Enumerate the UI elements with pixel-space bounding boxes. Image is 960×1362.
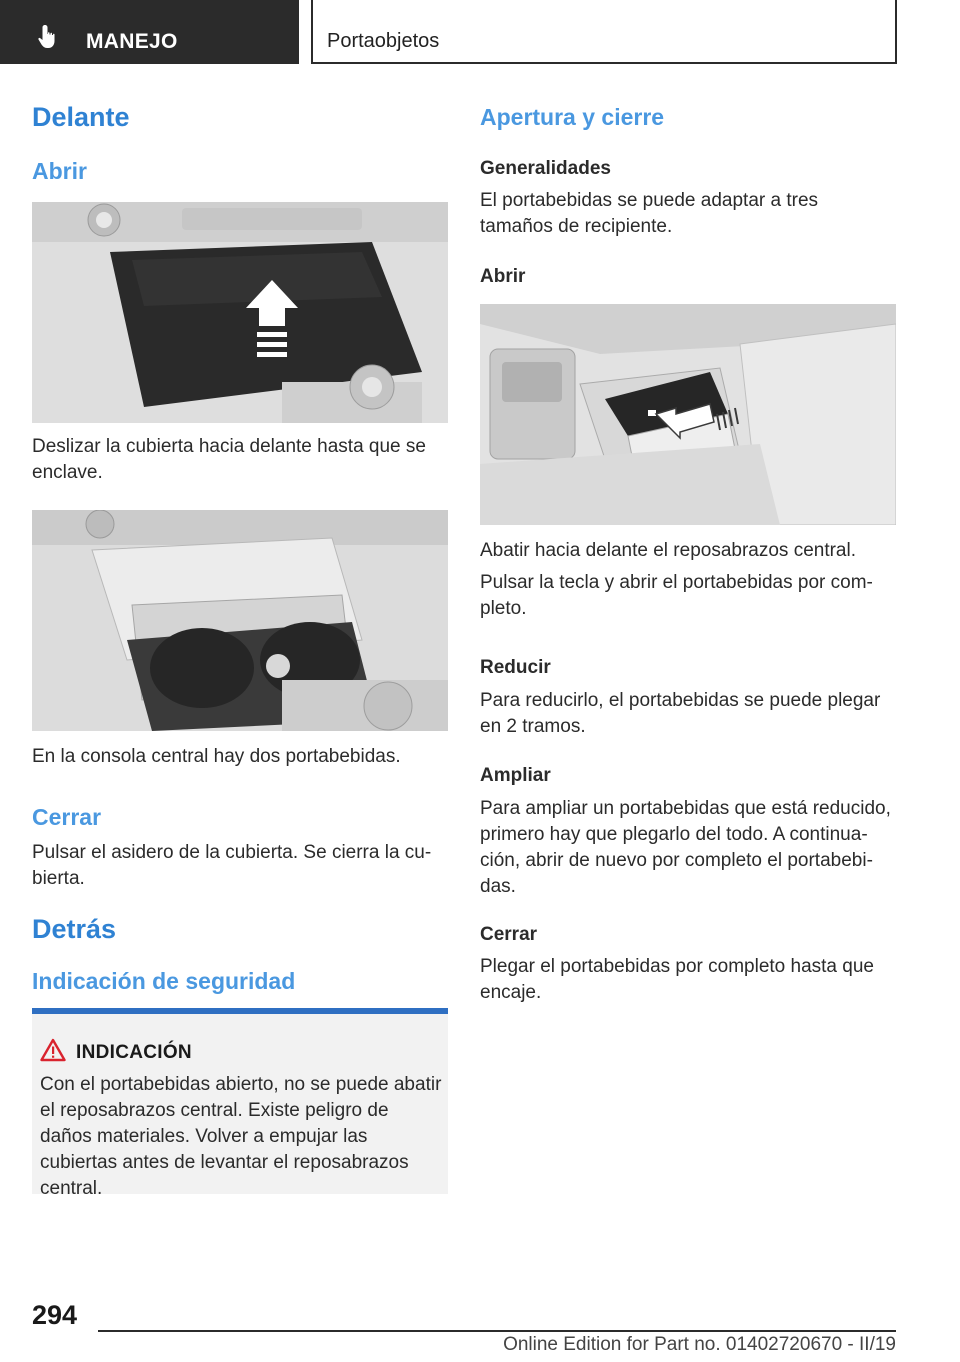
text-reduce: Para reducirlo, el portabebidas se puede plegar en 2 tramos.	[480, 690, 881, 737]
page-number: 294	[32, 1300, 78, 1330]
text-close-rear: Plegar el portabebidas por completo hasta que encaje.	[480, 956, 874, 1003]
heading-expand: Ampliar	[480, 765, 551, 786]
text-open-rear-2: Pulsar la tecla y abrir el portabebidas por com-pleto.	[480, 572, 873, 619]
heading-general: Generalidades	[480, 158, 611, 179]
notice-box	[32, 1008, 448, 1199]
text-close-front: Pulsar el asidero de la cubierta. Se cierra la cu-bierta.	[32, 842, 432, 889]
footer-rule	[98, 1330, 896, 1332]
heading-front: Delante	[32, 102, 130, 132]
page-header	[0, 0, 960, 66]
heading-safety: Indicación de seguridad	[32, 968, 296, 994]
heading-rear: Detrás	[32, 914, 117, 944]
text-console: En la consola central hay dos portabebidas.	[32, 746, 401, 767]
figure-cupholders	[32, 510, 448, 731]
heading-close-rear: Cerrar	[480, 924, 538, 945]
topic-label: Portaobjetos	[327, 30, 440, 52]
text-general: El portabebidas se puede adaptar a tres tamaños de recipiente.	[480, 190, 819, 237]
pointing-hand-icon	[38, 24, 62, 50]
heading-open-close: Apertura y cierre	[480, 104, 665, 130]
text-expand: Para ampliar un portabebidas que está reducido, primero hay que plegarlo del todo. A continua-ción, abrir de nuevo por completo el portabebi-das.	[480, 798, 891, 897]
section-tab	[0, 0, 299, 64]
heading-open-rear: Abrir	[480, 266, 526, 287]
figure-cover-slide	[32, 202, 448, 423]
notice-title: INDICACIÓN	[76, 1042, 192, 1063]
text-open-front: Deslizar la cubierta hacia delante hasta que se enclave.	[32, 436, 426, 483]
notice-text: Con el portabebidas abierto, no se puede abatir el reposabrazos central. Existe peligro de daños materiales. Volver a empujar las cubiertas antes de levantar el reposabrazos central.	[40, 1074, 442, 1199]
figure-rear-armrest	[480, 304, 896, 525]
heading-reduce: Reducir	[480, 657, 551, 678]
topic-tab	[311, 0, 897, 64]
edition-note: Online Edition for Part no. 01402720670 - II/19	[503, 1334, 896, 1355]
heading-close-front: Cerrar	[32, 804, 102, 830]
section-label: MANEJO	[86, 30, 178, 53]
warning-triangle-icon	[40, 1038, 66, 1062]
heading-open-front: Abrir	[32, 158, 87, 184]
text-open-rear-1: Abatir hacia delante el reposabrazos central.	[480, 540, 857, 561]
